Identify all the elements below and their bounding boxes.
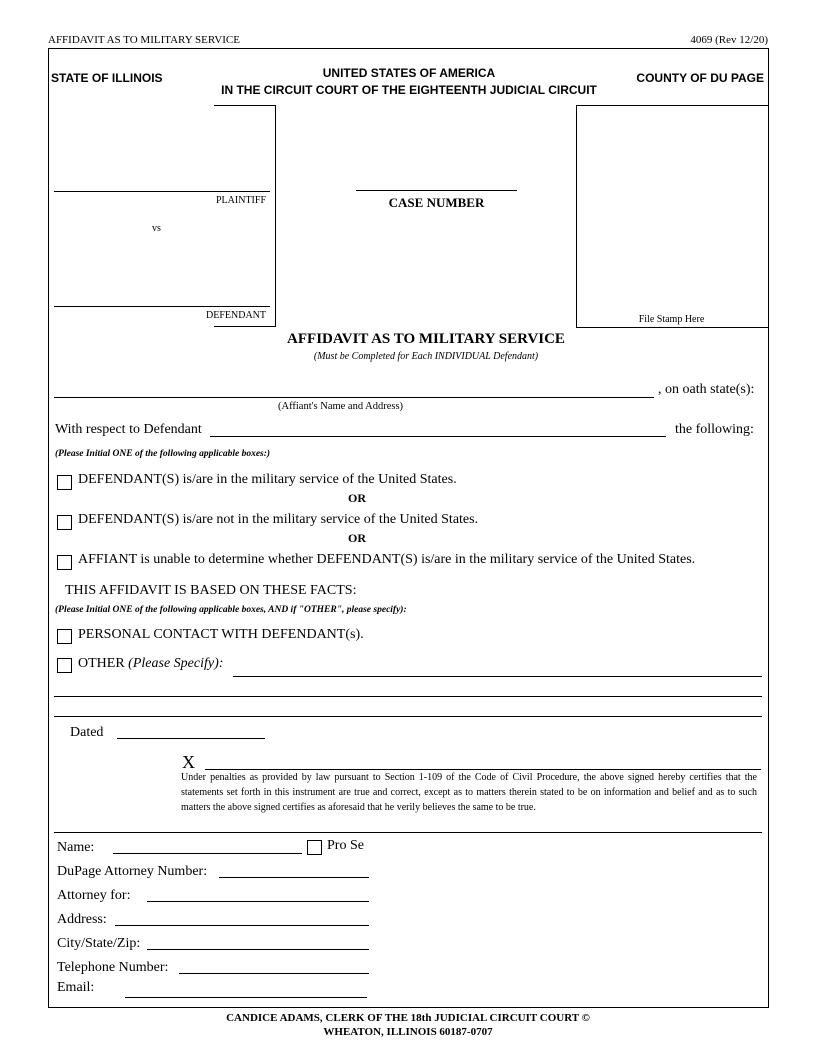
signature-x-mark: X [182,752,195,772]
county-label: COUNTY OF DU PAGE [636,71,764,85]
oath-suffix: , on oath state(s): [658,382,755,397]
address-label: Address: [57,912,107,927]
email-label: Email: [57,980,95,995]
status-instruction: (Please Initial ONE of the following applicable boxes:) [55,449,271,459]
respect-suffix: the following: [675,422,754,437]
defendant-name-line[interactable] [210,436,666,437]
unable-determine-checkbox[interactable] [57,555,72,570]
caption-box-bottom [214,326,276,327]
pro-se-checkbox[interactable] [307,840,322,855]
attorney-for-line[interactable] [147,901,369,902]
court-line-2: IN THE CIRCUIT COURT OF THE EIGHTEENTH JUDICIAL CIRCUIT [221,83,597,97]
name-line[interactable] [113,853,302,854]
court-line-1: UNITED STATES OF AMERICA [322,66,496,80]
case-number-label: CASE NUMBER [388,195,485,210]
defendant-line[interactable] [54,306,270,307]
or-label-2: OR [348,531,366,545]
defendant-label: DEFENDANT [206,310,266,321]
name-label: Name: [57,840,95,855]
pro-se-label: Pro Se [327,838,364,853]
attorney-for-label: Attorney for: [57,888,131,903]
form-header-title: AFFIDAVIT AS TO MILITARY SERVICE [48,34,240,46]
telephone-label: Telephone Number: [57,960,169,975]
not-in-military-checkbox[interactable] [57,515,72,530]
frame-right [768,48,769,1007]
form-number: 4069 (Rev 12/20) [690,34,768,46]
facts-heading: THIS AFFIDAVIT IS BASED ON THESE FACTS: [65,583,357,598]
other-specify-line-3[interactable] [54,716,762,717]
or-label-1: OR [348,491,366,505]
caption-box-top [214,105,276,106]
document-title: AFFIDAVIT AS TO MILITARY SERVICE [287,331,565,347]
email-line[interactable] [125,997,367,998]
unable-determine-label: AFFIANT is unable to determine whether DEFENDANT(S) is/are in the military service of the United States. [78,552,696,567]
in-military-checkbox[interactable] [57,475,72,490]
attorney-divider [54,832,762,833]
attorney-number-line[interactable] [219,877,369,878]
footer-address: WHEATON, ILLINOIS 60187-0707 [323,1026,493,1038]
frame-left [48,48,49,1007]
case-number-line[interactable] [356,190,517,191]
other-label [78,656,223,672]
address-line[interactable] [115,925,369,926]
other-specify-line-2[interactable] [54,696,762,697]
footer-clerk: CANDICE ADAMS, CLERK OF THE 18th JUDICIAL CIRCUIT COURT © [226,1012,590,1024]
city-line[interactable] [147,949,369,950]
file-stamp-box [576,105,768,328]
frame-top [48,48,768,49]
attorney-number-label: DuPage Attorney Number: [57,864,208,879]
vs-label: vs [152,223,161,234]
dated-line[interactable] [117,738,265,739]
not-in-military-label: DEFENDANT(S) is/are not in the military service of the United States. [78,512,479,527]
affiant-name-line[interactable] [54,397,654,398]
state-label: STATE OF ILLINOIS [51,71,163,85]
other-text: OTHER [78,656,125,671]
file-stamp-label: File Stamp Here [638,314,705,325]
document-subtitle: (Must be Completed for Each INDIVIDUAL Defendant) [313,351,539,362]
in-military-label: DEFENDANT(S) is/are in the military service of the United States. [78,472,457,487]
respect-prefix: With respect to Defendant [55,422,202,437]
other-checkbox[interactable] [57,658,72,673]
personal-contact-label: PERSONAL CONTACT WITH DEFENDANT(s). [78,627,364,642]
frame-bottom [48,1007,769,1008]
affiant-caption: (Affiant's Name and Address) [278,401,404,412]
certification-text: Under penalties as provided by law pursuant to Section 1-109 of the Code of Civil Procedure, the above signed hereby certifies that the statements set forth in this instrument are true and correct, except as to matters therein stated to be on information and belief and as to such matters the above signed certifies as aforesaid that he verily believes the same to be true. [181,772,757,813]
plaintiff-line[interactable] [54,191,270,192]
caption-box-right [275,105,276,327]
telephone-line[interactable] [179,973,369,974]
facts-instruction: (Please Initial ONE of the following applicable boxes, AND if "OTHER", please specify): [55,605,407,615]
city-label: City/State/Zip: [57,936,141,951]
other-specify-line-1[interactable] [233,676,762,677]
other-specify-text: (Please Specify): [128,656,224,671]
dated-label: Dated [70,725,104,740]
personal-contact-checkbox[interactable] [57,629,72,644]
plaintiff-label: PLAINTIFF [216,195,267,206]
